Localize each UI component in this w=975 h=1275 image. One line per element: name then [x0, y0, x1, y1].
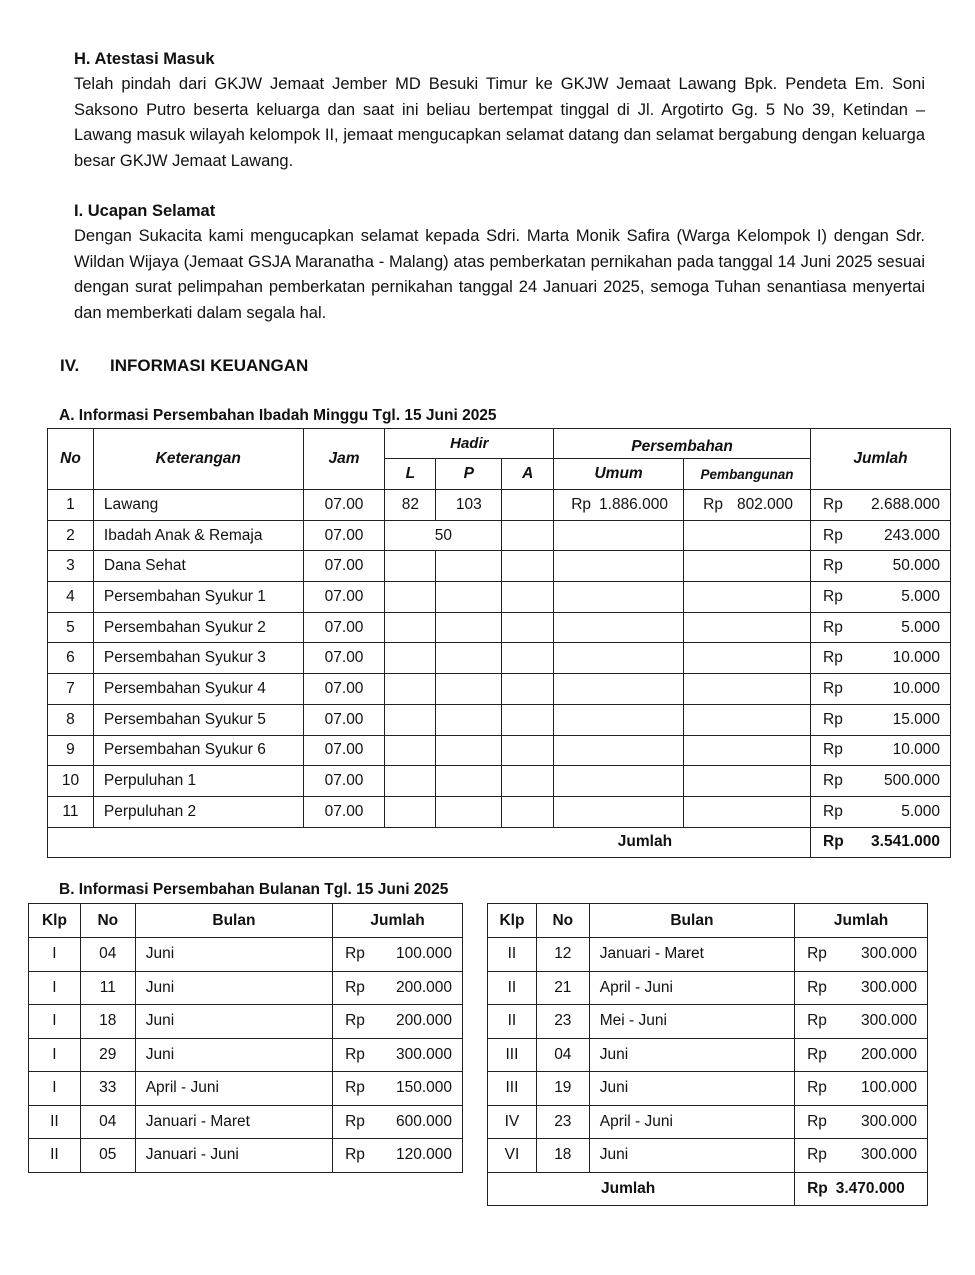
cell-keterangan: Perpuluhan 1: [93, 766, 303, 797]
cell-jumlah: [795, 1105, 928, 1139]
header-hadir: Hadir: [385, 429, 554, 459]
cell-keterangan: Persembahan Syukur 5: [93, 704, 303, 735]
cell-p: 103: [436, 490, 502, 521]
cell-pembangunan: [684, 766, 811, 797]
currency-label: Rp: [823, 741, 843, 759]
header-persembahan: Persembahan: [554, 429, 811, 459]
table-persembahan-bulanan-right: [487, 903, 928, 1206]
currency-label: Rp: [823, 557, 843, 575]
cell-umum: [554, 551, 684, 582]
amount: 5.000: [901, 618, 940, 636]
cell-umum: [554, 582, 684, 613]
cell-l: [385, 551, 436, 582]
table-row: [48, 704, 951, 735]
cell-jumlah: [811, 612, 951, 643]
cell-bulan: Juni: [135, 971, 332, 1005]
cell-no: 04: [80, 1105, 135, 1139]
section-text: Dengan Sukacita kami mengucapkan selamat kepada Sdri. Marta Monik Safira (Warga Kelompok I) dengan Sdr. Wildan Wijaya (Jemaat GSJA Maranatha - Malang) atas pemberkatan pernikahan pada tanggal 14 Juni 2025 sesuai dengan surat pelimpahan pemberkatan pernikahan tanggal 24 Januari 2025, semoga Tuhan senantiasa menyertai dan memberkati dalam segala hal.: [74, 227, 925, 322]
table-a-title: A. Informasi Persembahan Ibadah Minggu Tgl. 15 Juni 2025: [59, 407, 497, 424]
header-no: No: [536, 904, 589, 938]
cell-jam: 07.00: [303, 735, 385, 766]
amount: 50.000: [892, 557, 940, 575]
total-amount: 3.470.000: [835, 1179, 905, 1197]
cell-p: [436, 582, 502, 613]
section-ucapan-selamat: [74, 199, 925, 326]
cell-no: 11: [48, 796, 94, 827]
header-umum: Umum: [554, 459, 684, 490]
amount: 243.000: [883, 526, 940, 544]
amount: 200.000: [395, 978, 452, 996]
section-title: H. Atestasi Masuk: [74, 50, 215, 68]
cell-klp: IV: [488, 1105, 537, 1139]
total-row: [488, 1172, 928, 1206]
header-jumlah: Jumlah: [795, 904, 928, 938]
currency-label: Rp: [345, 1112, 365, 1130]
cell-no: 23: [536, 1005, 589, 1039]
cell-pembangunan: [684, 796, 811, 827]
cell-no: 1: [48, 490, 94, 521]
cell-jumlah: [333, 971, 463, 1005]
cell-a: [502, 704, 554, 735]
cell-no: 18: [80, 1005, 135, 1039]
cell-jumlah: [811, 551, 951, 582]
cell-no: 10: [48, 766, 94, 797]
cell-bulan: Juni: [135, 938, 332, 972]
cell-jam: 07.00: [303, 674, 385, 705]
cell-keterangan: Ibadah Anak & Remaja: [93, 520, 303, 551]
cell-p: [436, 766, 502, 797]
cell-jumlah: [811, 520, 951, 551]
cell-pembangunan: [684, 674, 811, 705]
cell-no: 7: [48, 674, 94, 705]
cell-jumlah: [811, 674, 951, 705]
header-klp: Klp: [29, 904, 81, 938]
cell-jam: 07.00: [303, 766, 385, 797]
cell-keterangan: Dana Sehat: [93, 551, 303, 582]
cell-umum: [554, 612, 684, 643]
total-row: [48, 827, 951, 858]
cell-no: 04: [80, 938, 135, 972]
cell-keterangan: Persembahan Syukur 2: [93, 612, 303, 643]
cell-umum: [554, 490, 684, 521]
amount: 200.000: [395, 1012, 452, 1030]
amount: 10.000: [892, 649, 940, 667]
cell-jumlah: [333, 938, 463, 972]
cell-no: 23: [536, 1105, 589, 1139]
header-bulan: Bulan: [135, 904, 332, 938]
table-row: [48, 766, 951, 797]
cell-umum: [554, 766, 684, 797]
currency-label: Rp: [345, 945, 365, 963]
amount: 600.000: [395, 1112, 452, 1130]
table-row: [29, 1038, 463, 1072]
cell-p: [436, 612, 502, 643]
cell-keterangan: Persembahan Syukur 4: [93, 674, 303, 705]
cell-jumlah: [811, 643, 951, 674]
cell-jam: 07.00: [303, 612, 385, 643]
cell-no: 05: [80, 1139, 135, 1173]
cell-klp: III: [488, 1072, 537, 1106]
currency-label: Rp: [823, 802, 843, 820]
cell-umum: [554, 643, 684, 674]
cell-jumlah: [795, 971, 928, 1005]
amount: 802.000: [736, 495, 793, 513]
cell-keterangan: Persembahan Syukur 1: [93, 582, 303, 613]
amount: 300.000: [860, 945, 917, 963]
table-row: [48, 612, 951, 643]
cell-keterangan: Perpuluhan 2: [93, 796, 303, 827]
cell-a: [502, 643, 554, 674]
cell-a: [502, 520, 554, 551]
cell-jumlah: [811, 796, 951, 827]
header-pembangunan: Pembangunan: [684, 459, 811, 490]
cell-klp: I: [29, 1072, 81, 1106]
cell-l: 82: [385, 490, 436, 521]
cell-jumlah: [795, 1005, 928, 1039]
total-label: Jumlah: [488, 1172, 795, 1206]
currency-label: Rp: [807, 978, 827, 996]
heading-number: IV.: [60, 356, 80, 375]
cell-pembangunan: [684, 612, 811, 643]
currency-label: Rp: [823, 649, 843, 667]
cell-no: 5: [48, 612, 94, 643]
cell-a: [502, 735, 554, 766]
cell-p: [436, 735, 502, 766]
currency-label: Rp: [807, 1079, 827, 1097]
table-b-title: B. Informasi Persembahan Bulanan Tgl. 15 Juni 2025: [59, 881, 449, 898]
cell-klp: II: [29, 1139, 81, 1173]
cell-umum: [554, 796, 684, 827]
cell-no: 04: [536, 1038, 589, 1072]
cell-keterangan: Persembahan Syukur 6: [93, 735, 303, 766]
currency-label: Rp: [823, 526, 843, 544]
cell-no: 33: [80, 1072, 135, 1106]
cell-p: [436, 551, 502, 582]
cell-jumlah: [333, 1038, 463, 1072]
table-row: [29, 971, 463, 1005]
cell-jumlah: [795, 1139, 928, 1173]
table-row: [29, 938, 463, 972]
cell-no: 8: [48, 704, 94, 735]
cell-klp: I: [29, 1005, 81, 1039]
cell-jumlah: [795, 938, 928, 972]
cell-l: [385, 704, 436, 735]
cell-a: [502, 612, 554, 643]
cell-klp: II: [488, 971, 537, 1005]
cell-lp: 50: [385, 520, 502, 551]
cell-bulan: Januari - Juni: [135, 1139, 332, 1173]
table-row: [488, 1072, 928, 1106]
cell-jumlah: [811, 704, 951, 735]
currency-label: Rp: [823, 587, 843, 605]
amount: 120.000: [395, 1146, 452, 1164]
currency-label: Rp: [345, 1045, 365, 1063]
cell-l: [385, 612, 436, 643]
table-row: [29, 1005, 463, 1039]
cell-pembangunan: [684, 520, 811, 551]
cell-jumlah: [333, 1139, 463, 1173]
cell-umum: [554, 704, 684, 735]
cell-total: [811, 827, 951, 858]
cell-bulan: Juni: [589, 1072, 794, 1106]
table-row: [48, 490, 951, 521]
currency-label: Rp: [823, 495, 843, 513]
header-jumlah: Jumlah: [333, 904, 463, 938]
cell-klp: VI: [488, 1139, 537, 1173]
cell-no: 11: [80, 971, 135, 1005]
currency-label: Rp: [571, 495, 592, 513]
cell-no: 19: [536, 1072, 589, 1106]
amount: 200.000: [860, 1045, 917, 1063]
cell-no: 2: [48, 520, 94, 551]
table-persembahan-bulanan-left: [28, 903, 463, 1173]
amount: 15.000: [892, 710, 940, 728]
header-l: L: [385, 459, 436, 490]
cell-jumlah: [811, 766, 951, 797]
header-no: No: [48, 429, 94, 490]
cell-umum: [554, 674, 684, 705]
amount: 5.000: [901, 587, 940, 605]
cell-no: 9: [48, 735, 94, 766]
table-row: [29, 1139, 463, 1173]
amount: 10.000: [892, 679, 940, 697]
cell-no: 3: [48, 551, 94, 582]
cell-a: [502, 490, 554, 521]
cell-a: [502, 674, 554, 705]
cell-jumlah: [333, 1072, 463, 1106]
section-text: Telah pindah dari GKJW Jemaat Jember MD Besuki Timur ke GKJW Jemaat Lawang Bpk. Pendeta Em. Soni Saksono Putro beserta keluarga dan saat ini beliau bertempat tinggal di Jl. Argotirto Gg. 5 No 39, Ketindan – Lawang masuk wilayah kelompok II, jemaat mengucapkan selamat datang dan selamat bergabung dengan keluarga besar GKJW Jemaat Lawang.: [74, 75, 925, 170]
cell-keterangan: Lawang: [93, 490, 303, 521]
cell-bulan: Januari - Maret: [135, 1105, 332, 1139]
cell-bulan: April - Juni: [589, 1105, 794, 1139]
currency-label: Rp: [807, 945, 827, 963]
cell-klp: I: [29, 971, 81, 1005]
currency-label: Rp: [345, 1146, 365, 1164]
table-row: [29, 1072, 463, 1106]
table-row: [48, 674, 951, 705]
cell-a: [502, 582, 554, 613]
cell-jam: 07.00: [303, 551, 385, 582]
table-row: [48, 796, 951, 827]
cell-jumlah: [333, 1105, 463, 1139]
cell-umum: [554, 735, 684, 766]
amount: 300.000: [860, 1146, 917, 1164]
header-bulan: Bulan: [589, 904, 794, 938]
cell-jam: 07.00: [303, 582, 385, 613]
cell-no: 12: [536, 938, 589, 972]
header-jam: Jam: [303, 429, 385, 490]
currency-label: Rp: [807, 1179, 828, 1197]
amount: 500.000: [883, 772, 940, 790]
cell-klp: III: [488, 1038, 537, 1072]
table-row: [488, 1105, 928, 1139]
heading-informasi-keuangan: [60, 356, 308, 376]
currency-label: Rp: [807, 1146, 827, 1164]
table-row: [48, 735, 951, 766]
header-no: No: [80, 904, 135, 938]
cell-bulan: Juni: [589, 1139, 794, 1173]
cell-jumlah: [811, 582, 951, 613]
cell-umum: [554, 520, 684, 551]
amount: 300.000: [860, 978, 917, 996]
amount: 150.000: [395, 1079, 452, 1097]
cell-l: [385, 766, 436, 797]
cell-pembangunan: [684, 490, 811, 521]
heading-text: INFORMASI KEUANGAN: [110, 356, 309, 375]
cell-bulan: Januari - Maret: [589, 938, 794, 972]
currency-label: Rp: [345, 1012, 365, 1030]
currency-label: Rp: [807, 1012, 827, 1030]
table-row: [488, 1038, 928, 1072]
section-atestasi-masuk: [74, 47, 925, 174]
cell-jumlah: [795, 1038, 928, 1072]
table-row: [488, 938, 928, 972]
amount: 100.000: [395, 945, 452, 963]
cell-jumlah: [333, 1005, 463, 1039]
amount: 100.000: [860, 1079, 917, 1097]
cell-jam: 07.00: [303, 643, 385, 674]
cell-p: [436, 643, 502, 674]
currency-label: Rp: [807, 1112, 827, 1130]
cell-pembangunan: [684, 735, 811, 766]
cell-jam: 07.00: [303, 520, 385, 551]
table-row: [488, 1005, 928, 1039]
currency-label: Rp: [823, 618, 843, 636]
cell-l: [385, 674, 436, 705]
cell-l: [385, 796, 436, 827]
currency-label: Rp: [823, 679, 843, 697]
cell-a: [502, 766, 554, 797]
header-keterangan: Keterangan: [93, 429, 303, 490]
header-a: A: [502, 459, 554, 490]
currency-label: Rp: [345, 978, 365, 996]
cell-no: 21: [536, 971, 589, 1005]
cell-pembangunan: [684, 551, 811, 582]
table-persembahan-ibadah: [47, 428, 951, 858]
cell-jumlah: [811, 735, 951, 766]
currency-label: Rp: [823, 833, 844, 851]
amount: 5.000: [901, 802, 940, 820]
table-row: [48, 520, 951, 551]
cell-p: [436, 704, 502, 735]
currency-label: Rp: [345, 1079, 365, 1097]
cell-pembangunan: [684, 704, 811, 735]
amount: 1.886.000: [599, 495, 668, 513]
cell-jam: 07.00: [303, 796, 385, 827]
cell-jumlah: [811, 490, 951, 521]
table-row: [48, 551, 951, 582]
cell-p: [436, 796, 502, 827]
cell-bulan: April - Juni: [135, 1072, 332, 1106]
header-p: P: [436, 459, 502, 490]
total-label: Jumlah: [48, 827, 811, 858]
cell-no: 4: [48, 582, 94, 613]
cell-klp: I: [29, 938, 81, 972]
cell-l: [385, 582, 436, 613]
total-amount: 3.541.000: [871, 833, 940, 851]
cell-p: [436, 674, 502, 705]
cell-klp: II: [488, 938, 537, 972]
currency-label: Rp: [823, 772, 843, 790]
amount: 10.000: [892, 741, 940, 759]
cell-l: [385, 735, 436, 766]
cell-no: 18: [536, 1139, 589, 1173]
cell-bulan: Juni: [135, 1005, 332, 1039]
cell-a: [502, 551, 554, 582]
table-row: [48, 643, 951, 674]
section-title: I. Ucapan Selamat: [74, 202, 216, 220]
cell-total: [795, 1172, 928, 1206]
cell-no: 29: [80, 1038, 135, 1072]
table-row: [48, 582, 951, 613]
amount: 300.000: [860, 1012, 917, 1030]
cell-bulan: Juni: [589, 1038, 794, 1072]
cell-keterangan: Persembahan Syukur 3: [93, 643, 303, 674]
cell-no: 6: [48, 643, 94, 674]
cell-pembangunan: [684, 643, 811, 674]
cell-klp: I: [29, 1038, 81, 1072]
cell-jumlah: [795, 1072, 928, 1106]
currency-label: Rp: [823, 710, 843, 728]
cell-klp: II: [29, 1105, 81, 1139]
header-jumlah: Jumlah: [811, 429, 951, 490]
cell-bulan: Mei - Juni: [589, 1005, 794, 1039]
cell-bulan: April - Juni: [589, 971, 794, 1005]
table-row: [29, 1105, 463, 1139]
cell-klp: II: [488, 1005, 537, 1039]
cell-jam: 07.00: [303, 704, 385, 735]
currency-label: Rp: [703, 495, 723, 513]
amount: 2.688.000: [871, 495, 940, 513]
header-klp: Klp: [488, 904, 537, 938]
cell-a: [502, 796, 554, 827]
table-row: [488, 1139, 928, 1173]
cell-l: [385, 643, 436, 674]
table-row: [488, 971, 928, 1005]
cell-pembangunan: [684, 582, 811, 613]
cell-bulan: Juni: [135, 1038, 332, 1072]
amount: 300.000: [395, 1045, 452, 1063]
currency-label: Rp: [807, 1045, 827, 1063]
cell-jam: 07.00: [303, 490, 385, 521]
amount: 300.000: [860, 1112, 917, 1130]
